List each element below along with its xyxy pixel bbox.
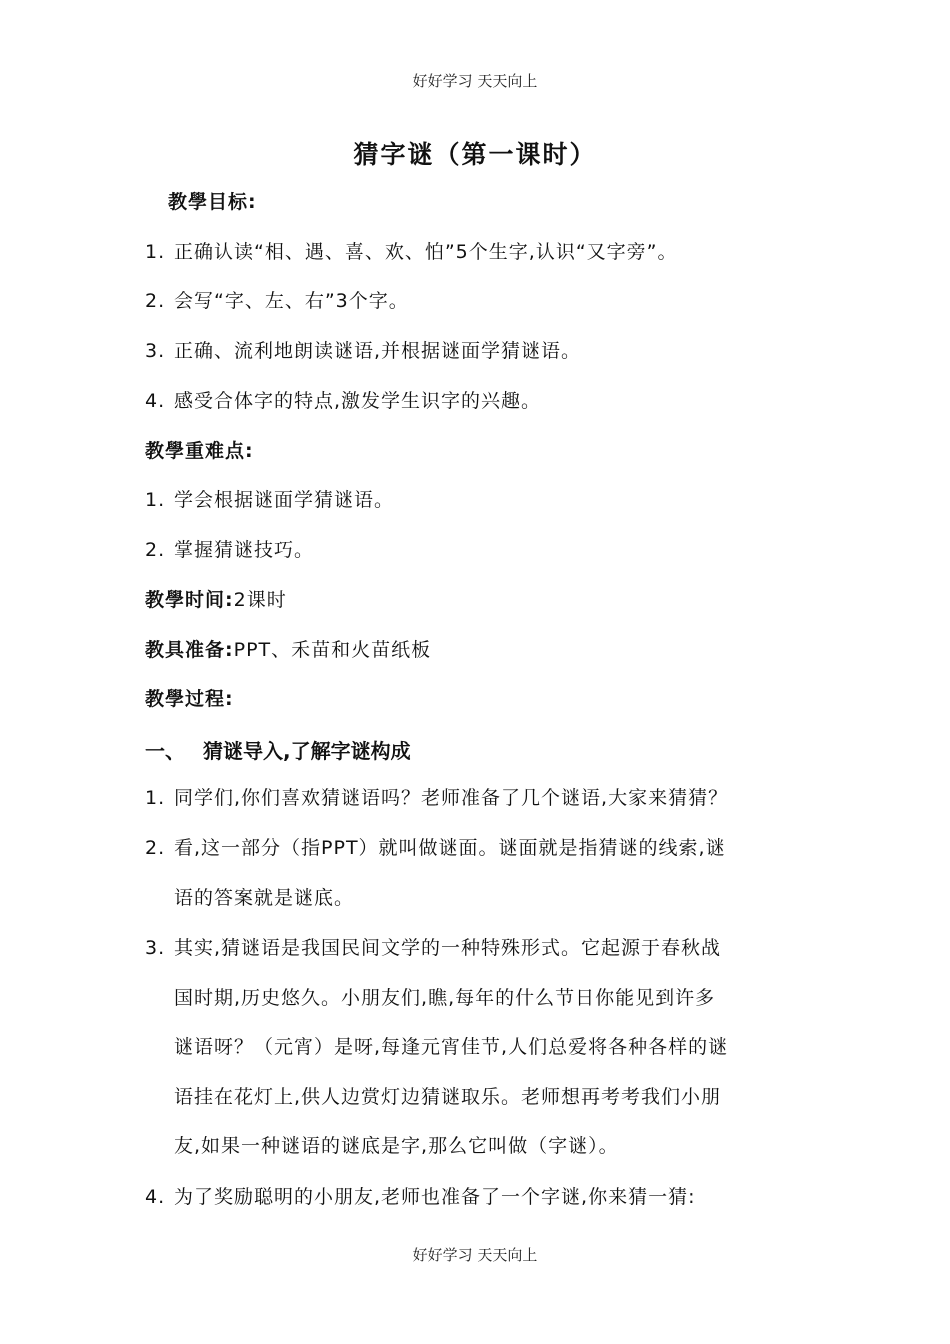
- step-item: [145, 935, 721, 961]
- step-item: [145, 785, 728, 811]
- step-text: 为了奖励聪明的小朋友,老师也准备了一个字谜,你来猜一猜:: [174, 1186, 696, 1208]
- page-header: 好好学习 天天向上: [412, 72, 538, 90]
- item-number: 3.: [145, 340, 166, 362]
- step-number: 2.: [145, 837, 166, 859]
- difficulty-item: [145, 537, 314, 563]
- objective-item: [145, 338, 581, 364]
- step-text-continued: 国时期,历史悠久。小朋友们,瞧,每年的什么节日你能见到许多: [174, 987, 716, 1009]
- item-text: 会写“字、左、右”3个字。: [174, 290, 409, 312]
- process-heading: 教學过程:: [145, 688, 234, 710]
- difficulty-item: [145, 487, 394, 513]
- teaching-tools: [145, 637, 431, 663]
- difficulties-heading: 教學重难点:: [145, 440, 254, 462]
- step-text-continued: 语的答案就是谜底。: [174, 887, 355, 909]
- item-number: 1.: [145, 241, 166, 263]
- objective-item: [145, 239, 678, 265]
- time-value: 2课时: [233, 589, 287, 611]
- section-number: 一、: [145, 739, 185, 763]
- item-text: 掌握猜谜技巧。: [174, 539, 315, 561]
- teaching-time: [145, 587, 287, 613]
- objective-item: [145, 288, 409, 314]
- section-heading: [145, 735, 411, 764]
- tools-value: PPT、禾苗和火苗纸板: [233, 639, 432, 661]
- step-number: 4.: [145, 1186, 166, 1208]
- time-label: 教學时间:: [145, 589, 234, 611]
- item-number: 2.: [145, 290, 166, 312]
- step-item: [145, 835, 726, 861]
- page-footer: 好好学习 天天向上: [412, 1246, 538, 1264]
- item-text: 感受合体字的特点,激发学生识字的兴趣。: [174, 390, 542, 412]
- item-text: 正确、流利地朗读谜语,并根据谜面学猜谜语。: [174, 340, 582, 362]
- step-text-continued: 友,如果一种谜语的谜底是字,那么它叫做（字谜）。: [174, 1135, 619, 1157]
- step-item: [145, 1184, 695, 1210]
- tools-label: 教具准备:: [145, 639, 234, 661]
- item-text: 正确认读“相、遇、喜、欢、怕”5个生字,认识“又字旁”。: [174, 241, 678, 263]
- step-text: 其实,猜谜语是我国民间文学的一种特殊形式。它起源于春秋战: [174, 937, 722, 959]
- step-text-continued: 谜语呀？（元宵）是呀,每逢元宵佳节,人们总爱将各种各样的谜: [174, 1036, 729, 1058]
- document-title: 猜字谜（第一课时）: [353, 140, 597, 169]
- step-number: 1.: [145, 787, 166, 809]
- objective-item: [145, 388, 541, 414]
- step-text-continued: 语挂在花灯上,供人边赏灯边猜谜取乐。老师想再考考我们小朋: [174, 1086, 722, 1108]
- step-text: 看,这一部分（指PPT）就叫做谜面。谜面就是指猜谜的线索,谜: [174, 837, 726, 859]
- section-title: 猜谜导入,了解字谜构成: [203, 739, 411, 763]
- item-text: 学会根据谜面学猜谜语。: [174, 489, 395, 511]
- item-number: 4.: [145, 390, 166, 412]
- step-number: 3.: [145, 937, 166, 959]
- item-number: 1.: [145, 489, 166, 511]
- step-text: 同学们,你们喜欢猜谜语吗？老师准备了几个谜语,大家来猜猜？: [174, 787, 729, 809]
- item-number: 2.: [145, 539, 166, 561]
- objectives-heading: 教學目标:: [168, 191, 257, 213]
